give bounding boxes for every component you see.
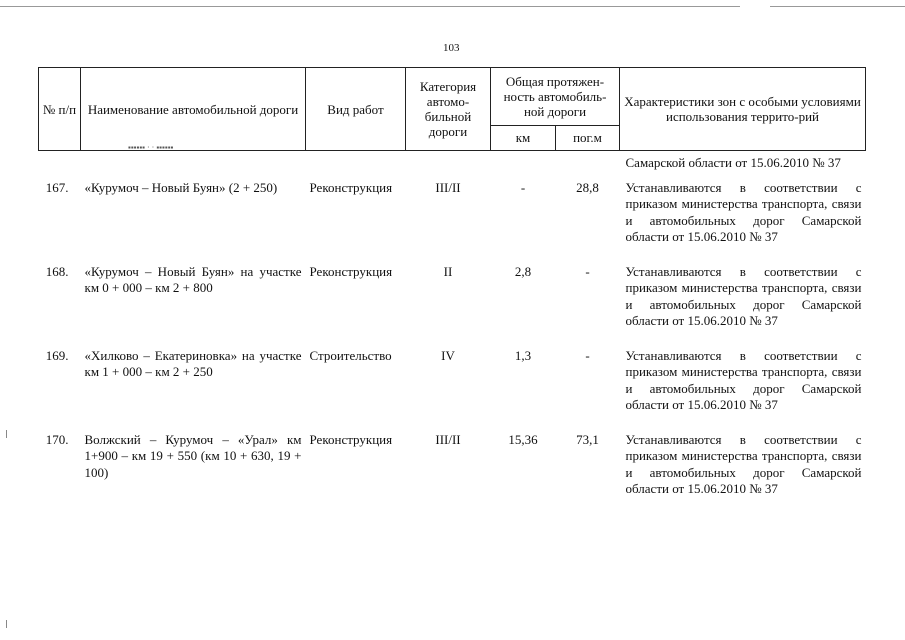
row-number: 167.	[45, 179, 69, 195]
length-km: 15,36	[508, 431, 538, 447]
work-type: Реконструкция	[309, 179, 393, 195]
header-work-type: Вид работ	[306, 68, 406, 151]
length-pogm: 28,8	[576, 179, 599, 195]
length-pogm: -	[585, 263, 590, 279]
work-type: Реконструкция	[309, 431, 393, 447]
zone-characteristics: Устанавливаются в соответствии с приказом министерства транспорта, связи и автомобильных дорог Самарской области от 15.06.2010 № 37	[625, 263, 862, 328]
header-category: Категория автомо-бильной дороги	[406, 68, 491, 151]
scan-edge-mark	[6, 620, 7, 628]
page-number: 103	[443, 42, 460, 54]
road-name: «Курумоч – Новый Буян» (2 + 250)	[84, 179, 278, 195]
table-row	[39, 256, 866, 340]
scan-top-line	[0, 6, 740, 7]
table-row	[39, 172, 866, 256]
length-km: 2,8	[514, 263, 532, 279]
row-number: 169.	[45, 347, 69, 363]
table-row-continuation	[39, 151, 866, 172]
continuation-text: Самарской области от 15.06.2010 № 37	[625, 155, 841, 170]
header-road-name: Наименование автомобильной дороги	[81, 68, 306, 151]
roads-table	[38, 67, 866, 508]
zone-characteristics: Устанавливаются в соответствии с приказом министерства транспорта, связи и автомобильных дорог Самарской области от 15.06.2010 № 37	[625, 179, 862, 244]
header-num: № п/п	[39, 68, 81, 151]
work-type: Реконструкция	[309, 263, 393, 279]
zone-characteristics: Устанавливаются в соответствии с приказом министерства транспорта, связи и автомобильных дорог Самарской области от 15.06.2010 № 37	[625, 347, 862, 412]
table-row	[39, 424, 866, 508]
length-km: 1,3	[514, 347, 532, 363]
zone-characteristics: Устанавливаются в соответствии с приказом министерства транспорта, связи и автомобильных дорог Самарской области от 15.06.2010 № 37	[625, 431, 862, 496]
road-name: «Курумоч – Новый Буян» на участке км 0 + 000 – км 2 + 800	[84, 263, 302, 295]
length-km: -	[520, 179, 526, 195]
header-length-pogm: пог.м	[556, 125, 620, 150]
work-type: Строительство	[309, 347, 392, 363]
table-row	[39, 340, 866, 424]
length-pogm: 73,1	[576, 431, 599, 447]
row-number: 168.	[45, 263, 69, 279]
table-header-row	[39, 68, 866, 126]
length-pogm: -	[585, 347, 590, 363]
scan-edge-mark	[6, 430, 7, 438]
road-category: IV	[441, 347, 455, 363]
header-length: Общая протяжен-ность автомобиль-ной дороги	[491, 68, 620, 126]
scan-top-line	[770, 6, 905, 7]
road-category: III/II	[435, 431, 461, 447]
header-characteristics: Характеристики зон с особыми условиями использования террито-рий	[620, 68, 866, 151]
road-category: II	[443, 263, 453, 279]
row-number: 170.	[45, 431, 69, 447]
road-name: «Хилково – Екатериновка» на участке км 1 + 000 – км 2 + 250	[84, 347, 302, 379]
header-length-km: км	[491, 125, 556, 150]
road-name: Волжский – Курумоч – «Урал» км 1+900 – км 19 + 550 (км 10 + 630, 19 + 100)	[84, 431, 302, 480]
road-category: III/II	[435, 179, 461, 195]
scan-artifact: ▪▪▪▪▪▪ · · ▪▪▪▪▪▪	[128, 143, 174, 152]
